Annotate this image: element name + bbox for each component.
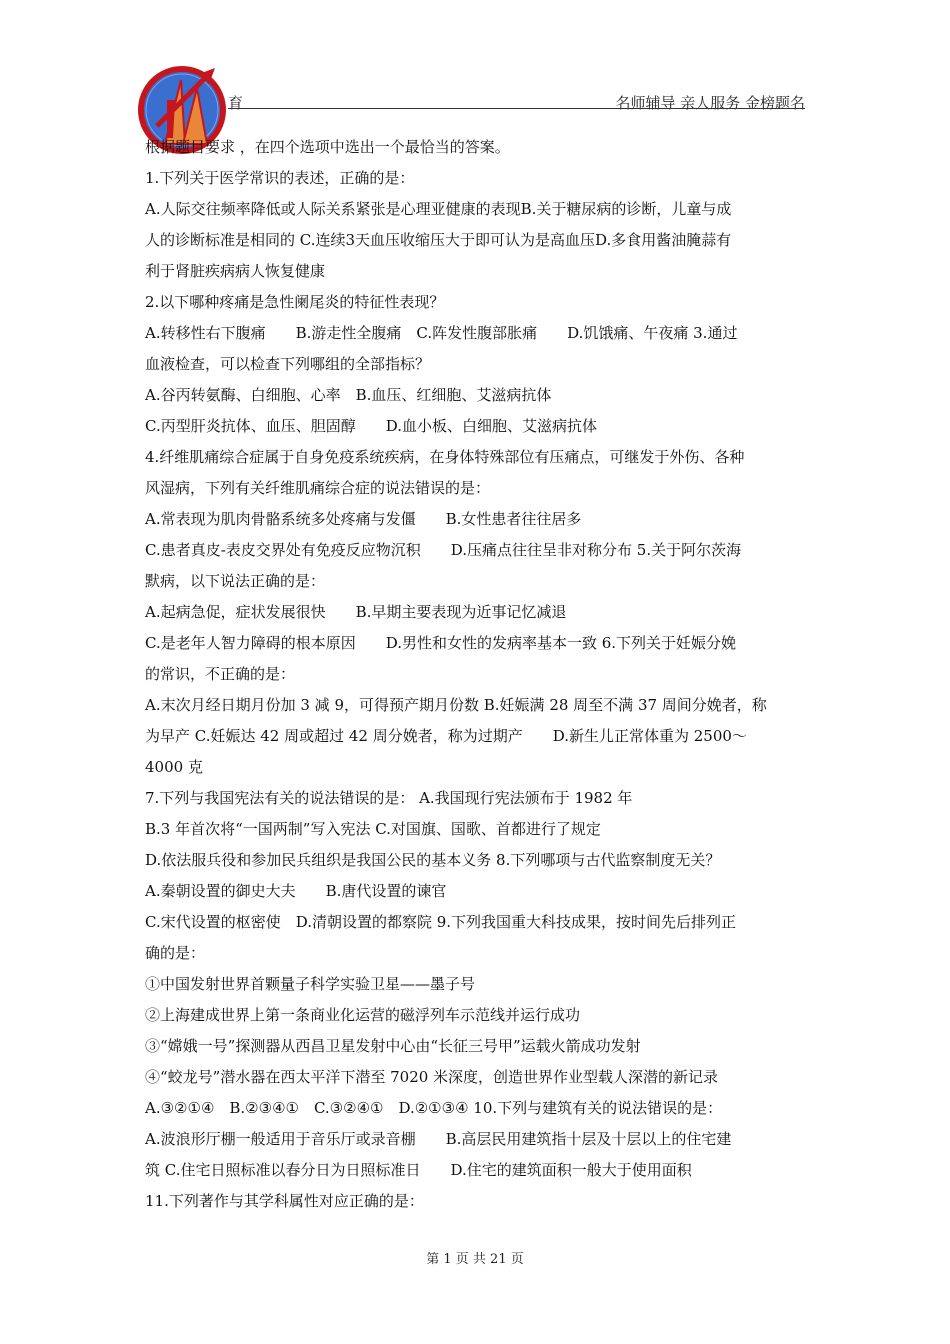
document-body <box>145 132 807 1217</box>
text-line: A.常表现为肌肉骨骼系统多处疼痛与发僵 B.女性患者往往居多 <box>145 510 582 528</box>
text-line: A.末次月经日期月份加 3 减 9，可得预产期月份数 B.妊娠满 28 周至不满 37 周间分娩者，称 <box>145 696 767 714</box>
text-line: 人的诊断标准是相同的 C.连续3天血压收缩压大于即可认为是高血压D.多食用酱油腌蒜有 <box>145 231 732 249</box>
text-line: ③“嫦娥一号”探测器从西昌卫星发射中心由“长征三号甲”运载火箭成功发射 <box>145 1037 641 1055</box>
text-line: C.患者真皮-表皮交界处有免疫反应物沉积 D.压痛点往往呈非对称分布 5.关于阿尔茨海 <box>145 541 742 559</box>
text-line: 风湿病，下列有关纤维肌痛综合症的说法错误的是： <box>145 479 491 497</box>
text-line: 的常识，不正确的是： <box>145 665 296 683</box>
header-divider <box>228 108 805 109</box>
text-line: 筑 C.住宅日照标准以春分日为日照标准日 D.住宅的建筑面积一般大于使用面积 <box>145 1161 692 1179</box>
text-line: 利于肾脏疾病病人恢复健康 <box>145 262 326 280</box>
text-line: D.依法服兵役和参加民兵组织是我国公民的基本义务 8.下列哪项与古代监察制度无关？ <box>145 851 721 869</box>
text-line: C.宋代设置的枢密使 D.清朝设置的都察院 9.下列我国重大科技成果，按时间先后排列正 <box>145 913 737 931</box>
text-line: 为早产 C.妊娠达 42 周或超过 42 周分娩者，称为过期产 D.新生儿正常体重为 2500～ <box>145 727 747 745</box>
text-line: A.谷丙转氨酶、白细胞、心率 B.血压、红细胞、艾滋病抗体 <box>145 386 552 404</box>
text-line: C.是老年人智力障碍的根本原因 D.男性和女性的发病率基本一致 6.下列关于妊娠分娩 <box>145 634 737 652</box>
text-line: C.丙型肝炎抗体、血压、胆固醇 D.血小板、白细胞、艾滋病抗体 <box>145 417 597 435</box>
text-line: A.起病急促，症状发展很快 B.早期主要表现为近事记忆减退 <box>145 603 567 621</box>
text-line: 根据题目要求 ，在四个选项中选出一个最恰当的答案。 <box>145 138 510 156</box>
text-line: B.3 年首次将“一国两制”写入宪法 C.对国旗、国歌、首都进行了规定 <box>145 820 601 838</box>
text-line: A.③②①④ B.②③④① C.③②④① D.②①③④ 10.下列与建筑有关的说法错误的是： <box>145 1099 723 1117</box>
text-line: ④“蛟龙号”潜水器在西太平洋下潜至 7020 米深度，创造世界作业型载人深潜的新记录 <box>145 1068 719 1086</box>
text-line: 4.纤维肌痛综合症属于自身免疫系统疾病，在身体特殊部位有压痛点，可继发于外伤、各种 <box>145 448 745 466</box>
text-line: A.转移性右下腹痛 B.游走性全腹痛 C.阵发性腹部胀痛 D.饥饿痛、午夜痛 3.通过 <box>145 324 738 342</box>
header-left-text: 育 <box>228 94 244 112</box>
text-line: A.人际交往频率降低或人际关系紧张是心理亚健康的表现B.关于糖尿病的诊断，儿童与成 <box>145 200 732 218</box>
text-line: 11.下列著作与其学科属性对应正确的是： <box>145 1192 424 1210</box>
text-line: 血液检查，可以检查下列哪组的全部指标？ <box>145 355 431 373</box>
text-line: ②上海建成世界上第一条商业化运营的磁浮列车示范线并运行成功 <box>145 1006 581 1024</box>
page-number: 第 1 页 共 21 页 <box>426 1252 524 1267</box>
text-line: 2.以下哪种疼痛是急性阑尾炎的特征性表现？ <box>145 293 445 311</box>
text-line: A.波浪形厅棚一般适用于音乐厅或录音棚 B.高层民用建筑指十层及十层以上的住宅建 <box>145 1130 732 1148</box>
header-slogan: 名师辅导 亲人服务 金榜题名 <box>615 94 805 112</box>
text-line: A.秦朝设置的御史大夫 B.唐代设置的谏官 <box>145 882 447 900</box>
text-line: 1.下列关于医学常识的表述，正确的是： <box>145 169 415 187</box>
text-line: 7.下列与我国宪法有关的说法错误的是： A.我国现行宪法颁布于 1982 年 <box>145 789 633 807</box>
text-line: 4000 克 <box>145 758 203 776</box>
text-line: ①中国发射世界首颗量子科学实验卫星——墨子号 <box>145 975 476 993</box>
text-line: 确的是： <box>145 944 206 962</box>
text-line: 默病，以下说法正确的是： <box>145 572 326 590</box>
